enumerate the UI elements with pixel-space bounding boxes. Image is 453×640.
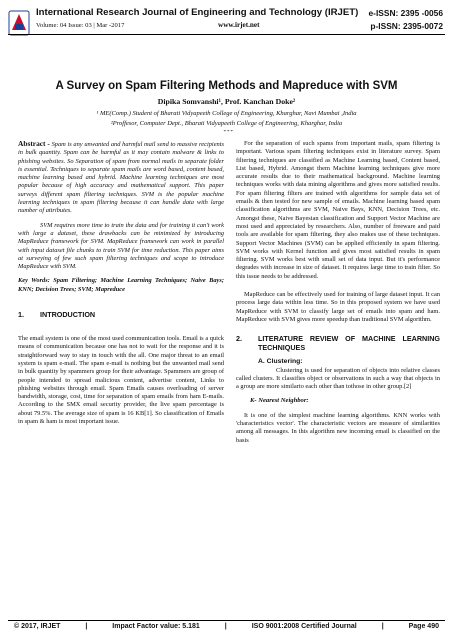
- footer-divider: |: [85, 623, 88, 630]
- abstract-heading: Abstract -: [18, 139, 50, 148]
- journal-header: [0, 0, 453, 66]
- footer-iso: ISO 9001:2008 Certified Journal: [251, 623, 357, 630]
- separator-stars: ***: [18, 130, 439, 135]
- affiliation-2: ²Proffesor, Computer Dept., Bharati Vidyapeeth College of Engineering, Kharghar, India: [110, 120, 343, 127]
- section-heading-introduction: [18, 310, 224, 319]
- affiliation-1: ¹ ME(Comp.) Student of Bharati Vidyapeeth College of Engineering, Kharghar, Navi Mumbai ,India: [96, 110, 357, 117]
- paper-authors: Dipika Somvanshi¹, Prof. Kanchan Doke²: [157, 97, 296, 106]
- section-title: INTRODUCTION: [40, 310, 96, 320]
- section-title: LITERATURE REVIEW OF MACHINE LEARNING TECHNIQUES: [258, 334, 440, 353]
- footer-rule: [8, 620, 445, 621]
- footer-page-number: Page 490: [408, 623, 439, 630]
- header-rule: [8, 34, 445, 35]
- subsection-heading-clustering: A. Clustering:: [258, 358, 303, 366]
- keywords-text: Spam Filtering; Machine Learning Techniques; Naive Bays; KNN; Decision Trees; SVM; Mapreduce: [18, 277, 224, 293]
- section-number: 2.: [236, 334, 242, 344]
- abstract: [18, 140, 224, 216]
- footer-divider: |: [224, 623, 227, 630]
- journal-title: International Research Journal of Engineering and Technology (IRJET): [36, 7, 359, 18]
- footer-impact-factor: Impact Factor value: 5.181: [112, 623, 200, 630]
- abstract-paragraph-2: SVM requires more time to train the data and for training it can't work with large a dataset, these drawbacks can be minimized by introducing MapReduce framework for SVM. MapReduce framework can work in parallel with input dataset file chunks to train SVM for time reduction. This paper aims at surveying of few such spam filtering techniques and scope to introduce MapReduce with SVM.: [18, 221, 224, 271]
- introduction-paragraph: The email system is one of the most used communication tools. Email is a quick means of communication because one has not to wait for the response and it is straightforward way to stay in touch with the all. One major threat to an email system is spam e-mail. The spam e-mail is nothing but the unwanted mail send in bulk quantity by spammers group for their advantage. Spammers are group of people intended to spread malicious content, advertise content, Links to phishing websites through email. Spam Emails causes overloading of server bandwidth, storage, cost, time for separation of spam emails from ham E-mails. According to the SMX email security provider, the live spam percentage is about 79.5%. The average size of spam is 16 KB[1]. So classification of Emails in spam & ham is most important issue.: [18, 335, 224, 426]
- volume-issue: Volume: 04 Issue: 03 | Mar -2017: [36, 22, 125, 29]
- right-column: [236, 140, 440, 445]
- section-separator: [18, 130, 439, 136]
- knn-paragraph: It is one of the simplest machine learning algorithms. KNN works with 'characteristics vector'. The characteristic vectors are measure of similarities among all messages. In this algorithm new incoming email is classified on the basis: [236, 411, 440, 444]
- keywords-label: Key Words:: [18, 277, 50, 285]
- right-paragraph-2: MapReduce can be effectively used for training of large dataset input. It can process large data within less time. So in this proposed system we have used MapReduce with SVM to classify large set of emails into spam and ham. MapReduce with SVM gives more speedup than traditional SVM algorithm.: [236, 291, 440, 323]
- footer-copyright: © 2017, IRJET: [14, 623, 61, 630]
- subsection-heading-knn: K- Nearest Neighbor:: [250, 397, 309, 405]
- keywords: [18, 277, 224, 294]
- clustering-paragraph: Clustering is used for separation of objects into relative classes called clusters. It classifies object or observations in such a way that objects in a group are more similarto each other than tothose in other group.[2]: [236, 366, 440, 391]
- page-footer: [14, 623, 439, 630]
- section-heading-literature-review: [236, 334, 440, 352]
- irjet-logo: [8, 10, 30, 36]
- footer-divider: |: [381, 623, 384, 630]
- p-issn: p-ISSN: 2395-0072: [370, 21, 443, 31]
- journal-website[interactable]: www.irjet.net: [218, 21, 260, 29]
- left-column: [18, 140, 224, 426]
- section-number: 1.: [18, 310, 24, 320]
- paper-title: A Survey on Spam Filtering Methods and Mapreduce with SVM: [55, 80, 398, 92]
- abstract-paragraph-1: Spam is any unwanted and harmful mail send to massive recipients in bulk quantity. Spam can be harmful as it may contain malware & links to phishing websites. So Separation of spam from normal mails in separate folder is essential. Techniques to separate spam mails are word based, content based, machine learning based and hybrid. Machine learning techniques are most popular because of high accuracy and mathematical support. This paper surveys different spam filtering techniques. SVM is the popular machine learning techniques in spam filtering because it can handle data with large number of attributes.: [18, 141, 225, 215]
- right-paragraph-1: For the separation of such spams from important mails, spam filtering is important. Various spam filtering techniques exist in literature survey. Spam filtering techniques are classified as Machine Learning based, Content based, List based, Hybrid. Amongst them Machine learning techniques give more accurate results due to their mathematical background. Machine learning techniques works with data mining algorithms and gives more satisfied results. For spam filtering filters are trained with algorithms for sample data set of emails & then tested for new sample of emails. Machine learning based spam classification algorithms are SVM, Naive Bays, KNN, Decision Trees, etc. Amongst these, Naive Bayesian classification and Support Vector Machine are most used and appreciated by researchers. Also, number of freeware and paid tools are available for spam filtering, they also makes use of these techniques. Support Vector Machines (SVM) can be applied efficiently in spam filtering. SVM works with Kernel function and gives most satisfied results in spam filtering. SVM works best with small set of data input. But it's performance degrades with increase in size of dataset. It requires large time to train filter. So this issue needs to be addressed.: [236, 140, 440, 280]
- e-issn: e-ISSN: 2395 -0056: [368, 8, 443, 18]
